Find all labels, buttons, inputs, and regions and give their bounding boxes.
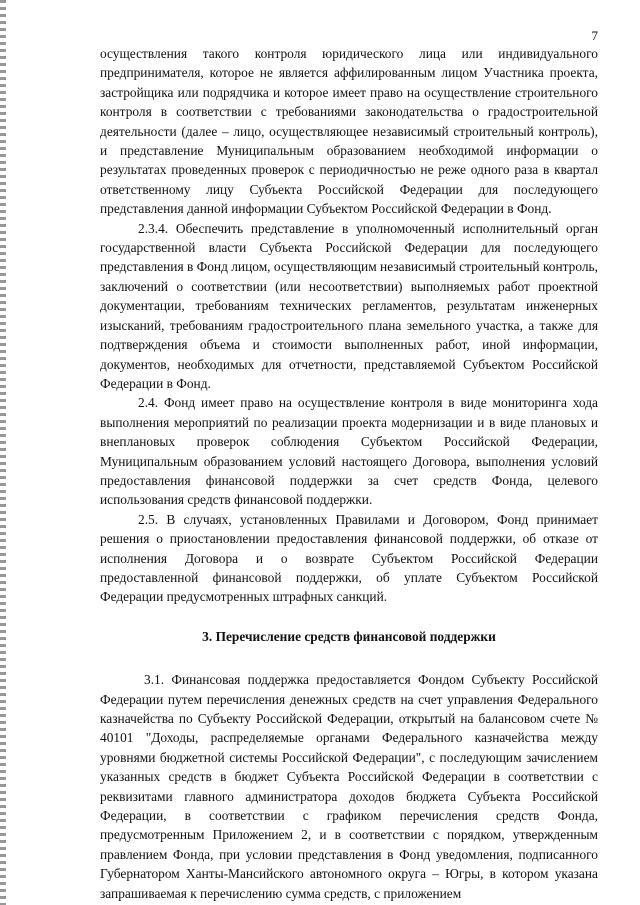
- paragraph-2-4: 2.4. Фонд имеет право на осуществление контроля в виде мониторинга хода выполнения мероприятий по реализации проекта модернизации и в виде плановых и внеплановых проверок соблюдения Субъектом Российской Федерации, Муниципальным образованием условий настоящего Договора, выполнения условий предоставления финансовой поддержки за счет средств Фонда, целевого использования средств финансовой поддержки.: [100, 395, 598, 508]
- paragraph-2-3-4: 2.3.4. Обеспечить представление в уполномоченный исполнительный орган государственной власти Субъекта Российской Федерации для последующего представления в Фонд лицом, осуществляющим независимый строительный контроль, заключений о соответствии (или несоответствии) выполняемых работ проектной документации, требованиям технических регламентов, результатам инженерных изысканий, требованиям градостроительного плана земельного участка, а также для подтверждения объема и стоимости выполненных работ, иной информации, документов, необходимых для отчетности, представляемой Субъектом Российской Федерации в Фонд.: [100, 220, 598, 391]
- page-number: 7: [591, 28, 598, 43]
- scan-edge: [0, 0, 6, 905]
- document-body: [100, 44, 598, 903]
- section-title: 3. Перечисление средств финансовой поддержки: [202, 628, 496, 644]
- paragraph-2-5: 2.5. В случаях, установленных Правилами и Договором, Фонд принимает решения о приостановлении предоставления финансовой поддержки, об отказе от исполнения Договора и о возврате Субъектом Российской Федерации предоставленной финансовой поддержки, об уплате Субъектом Российской Федерации предусмотренных штрафных санкций.: [100, 511, 598, 605]
- paragraph-3-1: 3.1. Финансовая поддержка предоставляется Фондом Субъекту Российской Федерации путем перечисления денежных средств на счет управления Федерального казначейства по Субъекту Российской Федерации, открытый на балансовом счете № 40101 "Доходы, распределяемые органами Федерального казначейства между уровнями бюджетной системы Российской Федерации", с последующим зачислением указанных средств в бюджет Субъекта Российской Федерации в соответствии с реквизитами главного администратора доходов бюджета Субъекта Российской Федерации, в соответствии с графиком перечисления средств Фонда, предусмотренным Приложением 2, и в соответствии с порядком, утвержденным правлением Фонда, при условии представления в Фонд уведомления, подписанного Губернатором Ханты-Мансийского автономного округа – Югры, в котором указана запрашиваемая к перечислению сумма средств, с приложением: [100, 672, 598, 901]
- paragraph-continuation: осуществления такого контроля юридического лица или индивидуального предпринимателя, которое не является аффилированным лицом Участника проекта, застройщика или подрядчика и которое имеет право на осуществление строительного контроля в соответствии с требованиями законодательства о градостроительной деятельности (далее – лицо, осуществляющее независимый строительный контроль), и представление Муниципальным образованием необходимой информации о результатах проведенных проверок с периодичностью не реже одного раза в квартал ответственному лицу Субъекта Российской Федерации для последующего представления данной информации Субъектом Российской Федерации в Фонд.: [100, 46, 598, 217]
